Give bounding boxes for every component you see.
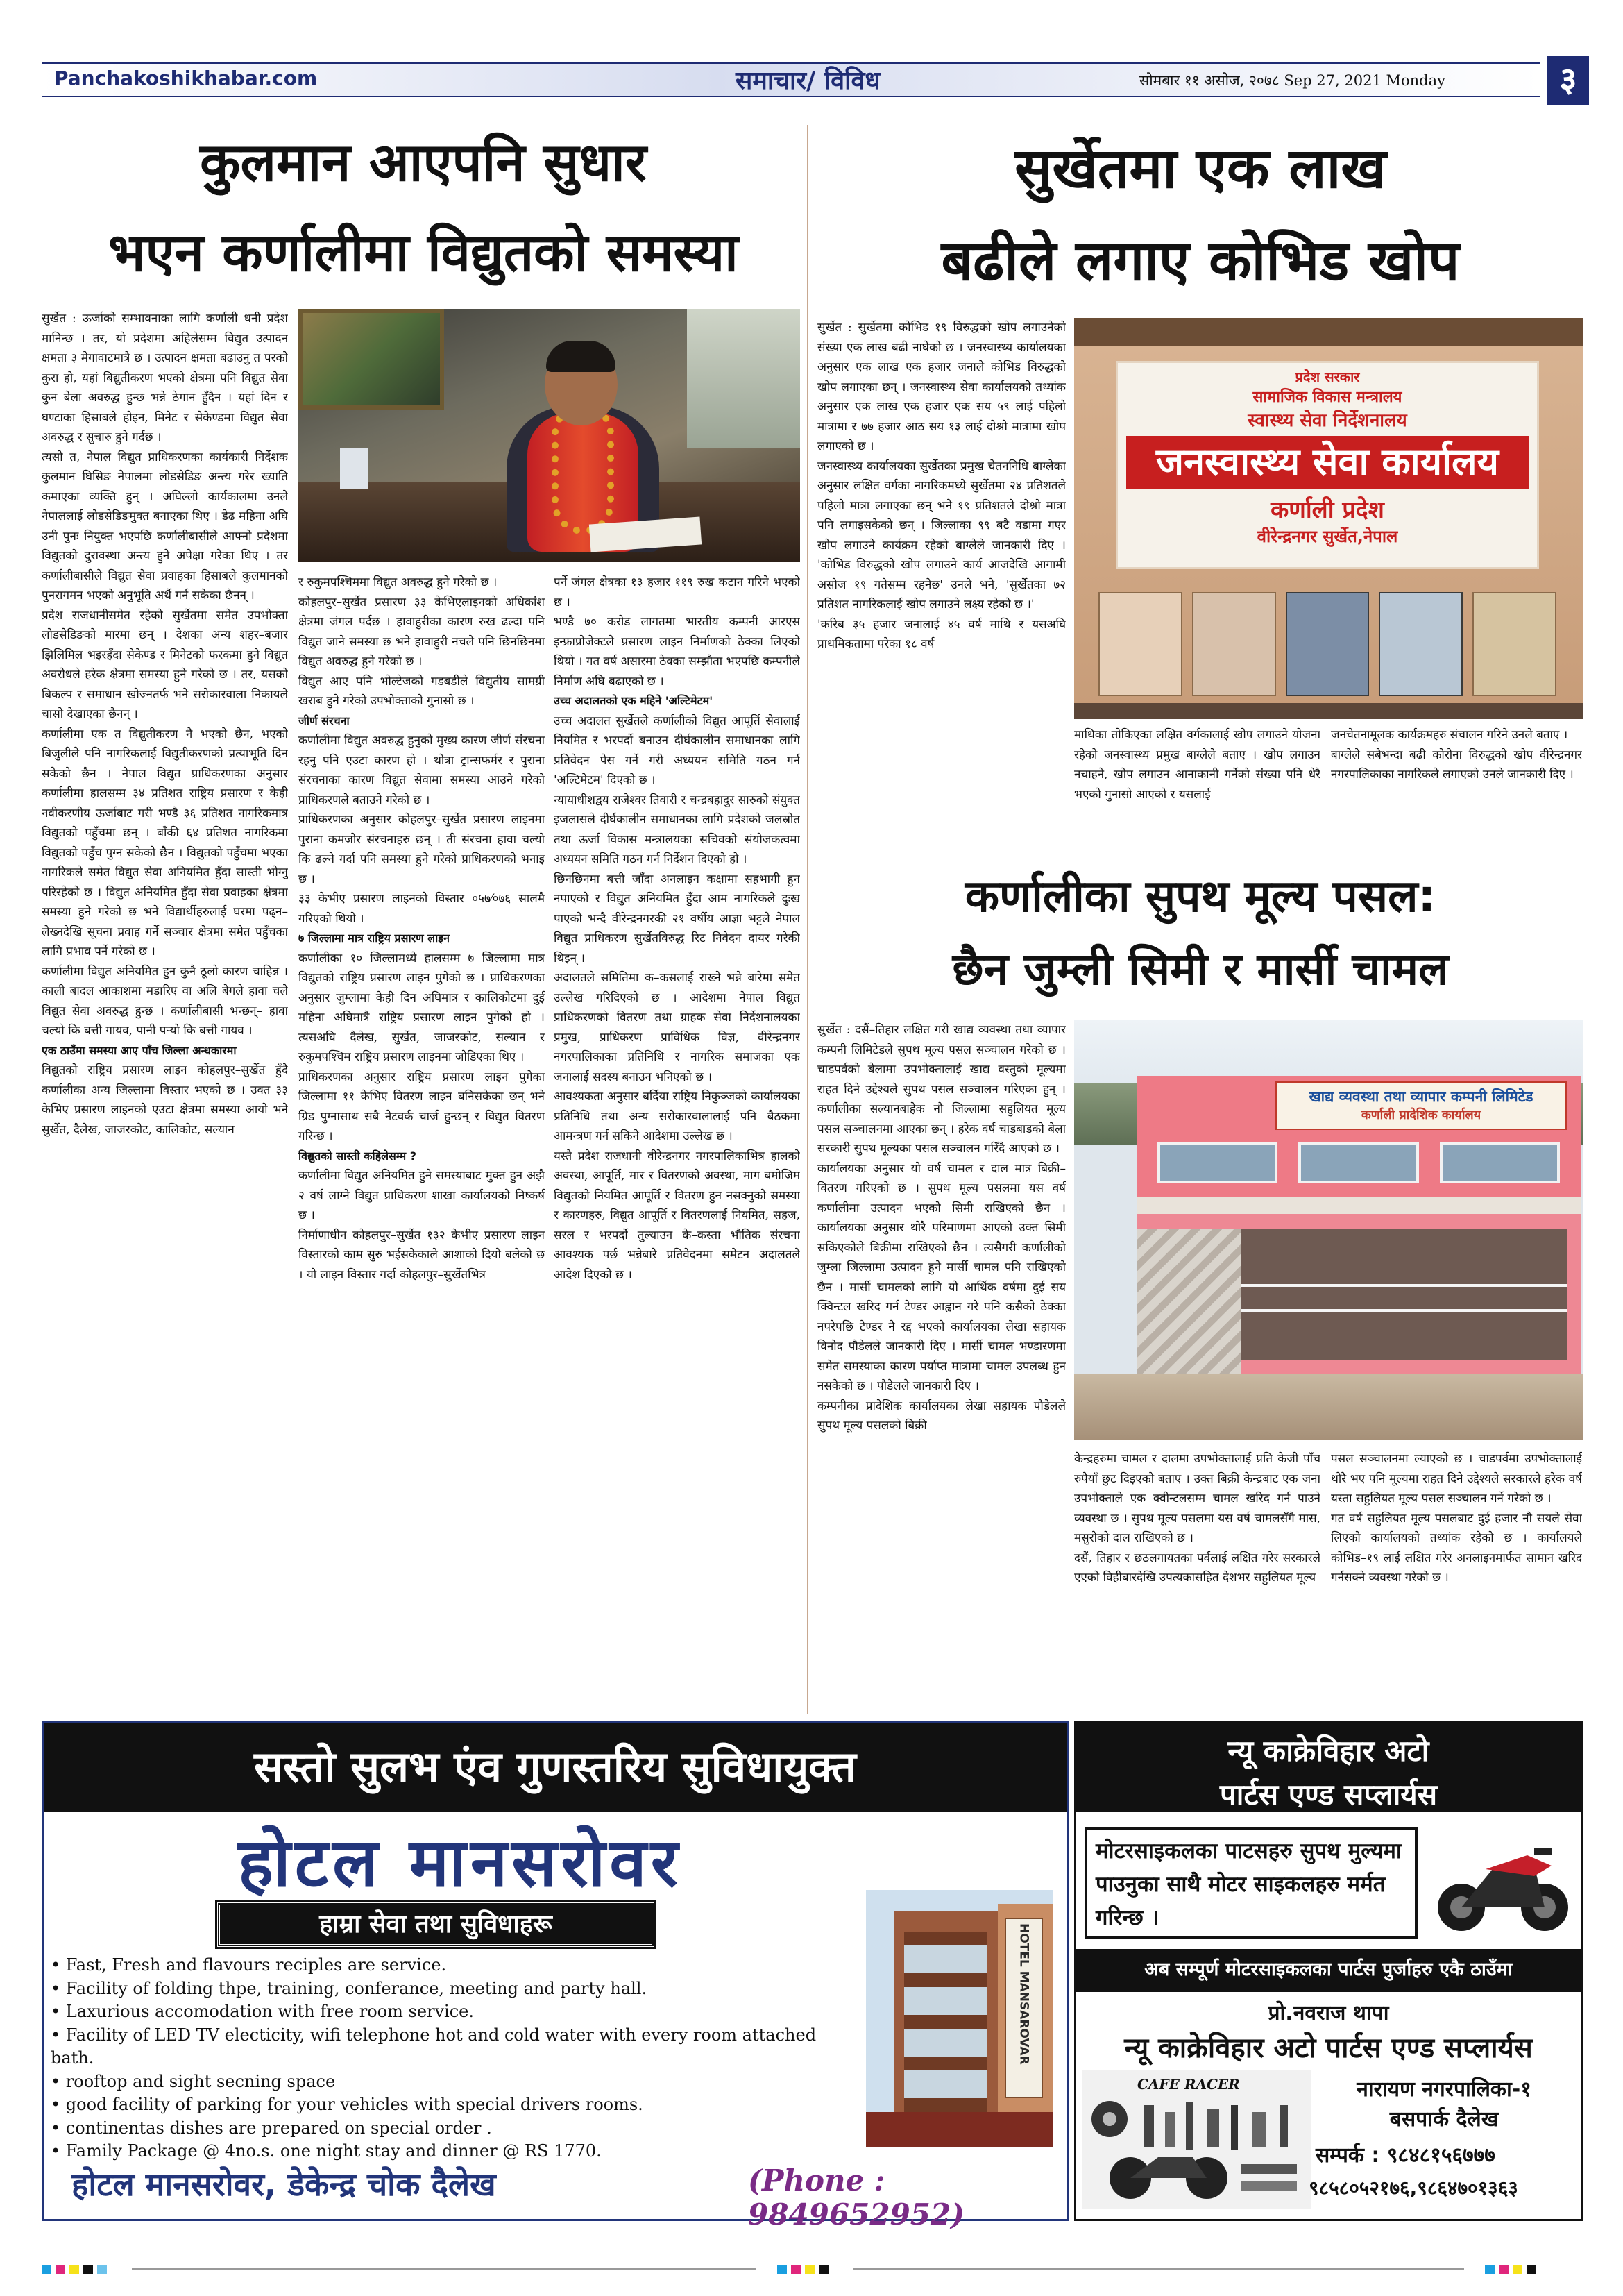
sign-line1: प्रदेश सरकार: [1295, 369, 1360, 385]
motorcycle-icon: [1430, 1827, 1576, 1939]
sign-line5: कर्णाली प्रदेश: [1271, 496, 1384, 524]
list-item: • Laxurious accomodation with free room service.: [51, 2002, 474, 2021]
hotel-shop-front: [866, 2112, 1053, 2147]
stairs: [1137, 1229, 1241, 1374]
article-1-title-line2: भएन कर्णालीमा विद्युतको समस्या: [108, 221, 738, 283]
article-2-col-3: जनचेतनामूलक कार्यक्रमहरु संचालन गरिने उनले बताए । बाग्लेले सबैभन्दा बढी कोरोना विरुद्धको खोप वीरेन्द्रनगर नगरपालिकाका नागरिकले लगाएको उनले जानकारी दिए ।: [1331, 728, 1582, 782]
article-3-col-2: केन्द्रहरुमा चामल र दालमा उपभोक्तालाई प्रति केजी पाँच रुपैयाँ छुट दिइएको बताए । उक्त बिक्री केन्द्रबाट एक जना उपभोक्ताले एक क्वीन्टलसम्म चामल खरिद गर्न पाउने व्यवस्था छ । सुपथ मूल्य पसलमा यस वर्ष चामलसँगै मास, मसुरोको दाल राखिएको छ । दसैं, तिहार र छठलगायतका पर्वलाई लक्षित गरेर सरकारले एएको विहीबारदेखि उपत्यकासहित देशभर सहुलियत मूल्य: [1074, 1452, 1320, 1585]
bottles: [340, 448, 368, 489]
roof: [1074, 318, 1583, 346]
base-strip: [1074, 703, 1583, 719]
hotel-ad: [42, 1721, 1069, 2231]
ground: [1074, 1374, 1583, 1440]
auto-title-line1: न्यू काक्रेविहार अटो: [1227, 1734, 1429, 1768]
auto-contact-2[interactable]: ९८५८०५२१७६,९८६४७०१३६३: [1309, 2177, 1518, 2200]
sign-line3: स्वास्थ्य सेवा निर्देशनालय: [1248, 410, 1407, 431]
list-item: • continentas dishes are prepared on special order .: [51, 2118, 492, 2138]
header-bar: [42, 56, 1577, 108]
auto-owner: प्रो.नवराज थापा: [1268, 2001, 1389, 2025]
hotel-sign-vertical: HOTEL MANSAROVAR: [1005, 1918, 1043, 2098]
registration-bar-right: [853, 2268, 1464, 2270]
building-sign-line1: खाद्य व्यवस्था तथा व्यापार कम्पनी लिमिटेड: [1309, 1088, 1533, 1105]
site-name[interactable]: Panchakoshikhabar.com: [54, 67, 318, 90]
article-3-col-3: पसल सञ्चालनमा ल्याएको छ । चाडपर्वमा उपभोक्तालाई थोरै भए पनि मूल्यमा राहत दिने उद्देश्यले सरकारले हरेक वर्ष यस्ता सहुलियत मूल्य पसल सञ्चालन गर्ने गरेको छ । गत वर्ष सहुलियत मूल्य पसलबाट दुई हजार नौ सयले सेवा लिएको कार्यालयको तथ्यांक रहेको छ । कार्यालयले कोभिड–१९ लाई लक्षित गरेर अनलाइनमार्फत सामान खरिद गर्नसक्ने व्यवस्था गरेको छ ।: [1331, 1452, 1582, 1585]
hotel-address: होटल मानसरोवर, डेकेन्द्र चोक दैलेख: [71, 2166, 496, 2203]
window: [687, 309, 800, 448]
person-hair: [546, 341, 615, 372]
supply-office-photo: [1074, 1020, 1583, 1440]
list-item: • good facility of parking for your vehicles with special drivers rooms.: [51, 2095, 643, 2114]
auto-shop: न्यू काक्रेविहार अटो पार्टस एण्ड सप्लार्यस: [1124, 2032, 1533, 2064]
article-1-col-1: सुर्खेत : ऊर्जाको सम्भावनाका लागि कर्णाली धनी प्रदेश मानिन्छ । तर, यो प्रदेशमा अहिलेसम्म विद्युत उत्पादन क्षमता ३ मेगावाटमात्रै छ । उत्पादन क्षमता बढाउनु त परको कुरा हो, यहां बिद्युतीकरण भएको क्षेत्रमा पनि विद्युत सेवा कुन बेला अवरुद्ध हुन्छ भन्ने ठेगान हुँदैन । यहां दिन र घण्टाका हिसाबले होइन, मिनेट र सेकेण्डमा विद्युत सेवा अवरुद्ध र सुचारु हुने गर्दछ । त्यसो त, नेपाल विद्युत प्राधिकरणका कार्यकारी निर्देशक कुलमान घिसिङ नेपालमा लोडसेडिङ अन्त्य गरेर ख्याति कमाएका व्यक्ति हुन् । अघिल्लो कार्यकालमा उनले नेपाललाई लोडसेडिङमुक्त बनाएका थिए । डेढ महिना अघि उनी पुनः नियुक्त भएपछि कर्णालीबासीले आफ्नो प्रदेशमा विद्युतको दुरावस्था अन्त्य हुने अपेक्षा गरेका थिए । तर कर्णालीबासीले विद्युत सेवा प्रवाहका हिसाबले कुलमानको पुनरागमन भएको अनुभूति अर्थै गर्न सकेका छैनन् । प्रदेश राजधानीसमेत रहेको सुर्खेतमा समेत उपभोक्ता लोडसेडिङको मारमा छन् । देशका अन्य शहर–बजार झिलिमिल भइरहँदा सेकेण्ड र मिनेटको फरकमा हुने विद्युत अवरोधले हरेक क्षेत्रमा समस्या हुने गरेको छ । तर, यसको बिकल्प र समाधान खोज्नतर्फ भने सरोकारवाला निकायले चासो देखाएका छैनन् । कर्णालीमा एक त विद्युतीकरण नै भएको छैन, भएको बिजुलीले पनि नागरिकलाई विद्युतीकरणको प्रत्याभूति दिन सकेको छैन । नेपाल विद्युत प्राधिकरणका अनुसार कर्णालीमा हालसम्म ३४ प्रतिशत राष्ट्रिय प्रसारण र केही नवीकरणीय ऊर्जाबाट गरी भण्डै ३६ प्रतिशत नागरिकमात्र विद्युतको पहुँचमा छन् । बाँकी ६४ प्रतिशत नागरिकमा विद्युतको पहुँच पुग्न सकेको छैन । विद्युतको पहुँचमा भएका नागरिकले समेत विद्युत सेवा अनियमित हुँदा सास्ती भोग्नु परिरहेको छ । विद्युत अनियमित हुँदा सेवा प्रवाहका क्षेत्रमा समस्या हुने गरेको छ भने विद्यार्थीहरुलाई घरमा पढ्न–लेख्नदेखि सूचना प्रवाह गर्ने सञ्चार क्षेत्रमा समेत पहुँचका लागि प्रभाव पर्ने गरेको छ । कर्णालीमा विद्युत अनियमित हुन कुनै ठूलो कारण चाहिन्न । काली बादल आकाशमा मडारिए वा अलि बेगले हावा चले विद्युत सेवा अवरुद्ध हुन्छ । कर्णालीबासी भन्छन्– हावा चल्यो कि बत्ती गायव, पानी पर्‍यो कि बत्ती गायव । एक ठाउँमा समस्या आए पाँच जिल्ला अन्धकारमा विद्युतको राष्ट्रिय प्रसारण लाइन कोहलपुर–सुर्खेत हुँदै कर्णालीका अन्य जिल्लामा विस्तार भएको छ । उक्त ३३ केभिए प्रसारण लाइनको एउटा क्षेत्रमा समस्या आयो भने सुर्खेत, दैलेख, जाजरकोट, कालिकोट, सल्यान: [42, 312, 288, 1137]
registration-marks-left: [42, 2264, 111, 2274]
issue-date: सोमबार ११ असोज, २०७८ Sep 27, 2021 Monday: [1139, 72, 1445, 89]
hotel-name: होटल मानसरोवर: [238, 1824, 682, 1902]
list-item: • Facility of LED TV electicity, wifi telephone hot and cold water with every room attached bath.: [51, 2025, 817, 2068]
article-1-col-2: र रुकुमपश्चिममा विद्युत अवरुद्ध हुने गरेको छ । कोहलपुर–सुर्खेत प्रसारण ३३ केभिएलाइनको अधिकांश क्षेत्रमा जंगल पर्दछ । हावाहुरीका कारण रुख ढल्दा पनि विद्युत जाने समस्या छ भने हावाहुरी नचले पनि छिनछिनमा विद्युत अवरुद्ध हुने गरेको छ । विद्युत आए पनि भोल्टेजको गडबडीले विद्युतीय सामग्री खराब हुने गरेको उपभोक्ताको गुनासो छ । जीर्ण संरचना कर्णालीमा विद्युत अवरुद्ध हुनुको मुख्य कारण जीर्ण संरचना रहनु पनि एउटा कारण हो । थोत्रा ट्रान्सफर्मर र पुराना संरचनाका कारण विद्युत सेवामा समस्या आउने गरेको प्राधिकरणले बताउने गरेको छ । प्राधिकरणका अनुसार कोहलपुर–सुर्खेत प्रसारण लाइनमा पुराना कमजोर संरचनाहरु छन् । ती संरचना हावा चल्यो कि ढल्ने गर्दा पनि समस्या हुने गरेको प्राधिकरणको भनाइ छ । ३३ केभीए प्रसारण लाइनको विस्तार ०५७⁄०७६ सालमै गरिएको थियो । ७ जिल्लामा मात्र राष्ट्रिय प्रसारण लाइन कर्णालीका १० जिल्लामध्ये हालसम्म ७ जिल्लामा मात्र विद्युतको राष्ट्रिय प्रसारण लाइन पुगेको छ । प्राधिकरणका अनुसार जुम्लामा केही दिन अघिमात्र र कालिकोटमा दुई महिना अघिमात्रै राष्ट्रिय प्रसारण लाइन पुगेको हो । त्यसअघि दैलेख, सुर्खेत, जाजरकोट, सल्यान र रुकुमपश्चिम राष्ट्रिय प्रसारण लाइनमा जोडिएका थिए । प्राधिकरणका अनुसार राष्ट्रिय प्रसारण लाइन पुगेका जिल्लामा ११ केभिए वितरण लाइन बनिसकेका छन् भने ग्रिड पुग्नासाथ सबै नेटवर्क चार्ज हुन्छन् र विद्युत वितरण गरिन्छ । विद्युतको सास्ती कहिलेसम्म ? कर्णालीमा विद्युत अनियमित हुने समस्याबाट मुक्त हुन अझै २ वर्ष लाग्ने विद्युत प्राधिकरण शाखा कार्यालयको निष्कर्ष छ । निर्माणाधीन कोहलपुर–सुर्खेत १३२ केभीए प्रसारण लाइन विस्तारको काम सुरु भईसकेकाले आशाको दियो बलेको छ । यो लाइन विस्तार गर्दा कोहलपुर–सुर्खेतभित्र: [298, 575, 545, 1282]
sign-board: [1116, 361, 1539, 569]
cafe-racer-label: CAFE RACER: [1137, 2076, 1240, 2093]
page-number: ३: [1559, 60, 1577, 99]
kulman-photo: [298, 309, 800, 562]
list-item: • rooftop and sight secning space: [51, 2071, 336, 2091]
list-item: • Fast, Fresh and flavours reciples are service.: [51, 1955, 447, 1975]
page-number-box: [1547, 56, 1589, 105]
article-3-col-1: सुर्खेत : दसैं–तिहार लक्षित गरी खाद्य व्यवस्था तथा व्यापार कम्पनी लिमिटेडले सुपथ मूल्य पसल सञ्चालन गरेको छ । चाडपर्वको बेलामा उपभोक्तालाई खाद्य वस्तुको मूल्यमा राहत दिने उद्देश्यले सुपथ पसल सञ्चालन गरिएका हुन् । कर्णालीका सल्यानबाहेक नौ जिल्लामा सहुलियत मूल्य पसल सञ्चालनमा आएका छन् । हरेक वर्ष चाडबाडको बेला सरकारी सुपथ मूल्यका पसल सञ्चालन गरिँदै आएको छ । कार्यालयका अनुसार यो वर्ष चामल र दाल मात्र बिक्री–वितरण गरिएको छ । सुपथ मूल्य पसलमा यस वर्ष कर्णालीमा उत्पादन भएको सिमी राखिएको छैन । कार्यालयका अनुसार थोरै परिमाणमा आएको उक्त सिमी सकिएकोले बिक्रीमा राखिएको छैन । त्यसैगरी कर्णालीको जुम्ला जिल्लामा उत्पादन हुने मार्सी चामल पनि राखिएको छैन । मार्सी चामलको लागि यो आर्थिक वर्षमा दुई सय क्विन्टल खरिद गर्न टेण्डर आह्वान गरे पनि कसैको ठेक्का नपरेपछि टेण्डर नै रद्द भएको कार्यालयका लेखा सहायक विनोद पौडेलले जानकारी दिए । मार्सी चामल भण्डारणमा समेत समस्याका कारण पर्याप्त मात्रामा चामल उपलब्ध हुन नसकेको छ । पौडेलले जानकारी दिए । कम्पनीका प्रादेशिक कार्यालयका लेखा सहायक पौडेलले सुपथ मूल्य पसलको बिक्री: [817, 1023, 1066, 1433]
building-sign-line2: कर्णाली प्रादेशिक कार्यालय: [1361, 1108, 1481, 1122]
health-office-photo: [1074, 318, 1583, 719]
parts-illustration: [1082, 2070, 1311, 2209]
window-row-1: [1157, 1142, 1560, 1183]
sign-line2: सामाजिक विकास मन्त्रालय: [1252, 389, 1402, 406]
section-title: समाचार/ विविध: [736, 67, 881, 95]
article-3-title-line1: कर्णालीका सुपथ मूल्य पसल:: [965, 871, 1436, 922]
list-item: • Facility of folding thpe, training, conferance, meeting and party hall.: [51, 1978, 647, 1998]
hotel-windows: [904, 1932, 987, 2112]
parts-icons: [1082, 2091, 1311, 2209]
painting: [298, 309, 444, 410]
article-2-title-line2: बढीले लगाए कोभिड खोप: [941, 228, 1460, 293]
article-2-title-line1: सुर्खेतमा एक लाख: [1014, 136, 1386, 201]
article-2-col-2: माथिका तोकिएका लक्षित वर्गकालाई खोप लगाउने योजना रहेको जनस्वास्थ्य प्रमुख बाग्लेले बताए । खोप लगाउन नचाहने, खोप लगाउन आनाकानी गर्नेको संख्या पनि धेरै भएको गुनासो आएको र यसलाई: [1074, 728, 1320, 802]
article-1-title-line1: कुलमान आएपनि सुधार: [200, 131, 647, 193]
auto-location-line1: नारायण नगरपालिका-१: [1357, 2077, 1531, 2102]
auto-location-line2: बसपार्क दैलेख: [1389, 2107, 1499, 2132]
sign-line4: जनस्वास्थ्य सेवा कार्यालय: [1126, 436, 1529, 489]
registration-marks-right: [1485, 2264, 1540, 2274]
hotel-tagline-bar: [44, 1723, 1067, 1812]
auto-service-box: मोटरसाइकलका पाटसहरु सुपथ मुल्यमा पाउनुका साथै मोटर साइकलहरु मर्मत गरिन्छ ।: [1085, 1827, 1418, 1939]
hotel-services-heading: हाम्रा सेवा तथा सुविधाहरू: [217, 1902, 654, 1947]
article-3-title-line2: छैन जुम्ली सिमी र मार्सी चामल: [952, 944, 1449, 995]
auto-banner: अब सम्पूर्ण मोटरसाइकलका पार्टस पुर्जाहरु एकै ठाउँमा: [1076, 1949, 1581, 1992]
building-sign: [1275, 1081, 1567, 1130]
balcony: [1137, 1197, 1581, 1214]
hotel-services-list: [51, 1954, 863, 2163]
hotel-phone[interactable]: (Phone : 9849652952): [748, 2163, 965, 2231]
railing: [1241, 1284, 1567, 1312]
hotel-tagline: सस्तो सुलभ एंव गुणस्तरिय सुविधायुक्त: [254, 1741, 856, 1792]
auto-contact[interactable]: [1316, 2140, 1579, 2168]
registration-marks-center: [777, 2264, 833, 2274]
article-1-col-3: पर्ने जंगल क्षेत्रका १३ हजार ११९ रुख कटान गरिने भएको छ । भण्डै ७० करोड लागतमा भारतीय कम्पनी आरएस इन्फ्राप्रोजेक्टले प्रसारण लाइन निर्माणको ठेक्का लिएको थियो । गत वर्ष असारमा ठेक्का सम्झौता भएपछि कम्पनीले निर्माण अघि बढाएको छ । उच्च अदालतको एक महिने 'अल्टिमेटम' उच्च अदालत सुर्खेतले कर्णालीको विद्युत आपूर्ति सेवालाई नियमित र भरपर्दो बनाउन दीर्घकालीन समाधानका लागि प्रतिवेदन पेस गर्ने गरी अध्ययन समिति गठन गर्न 'अल्टिमेटम' दिएको छ । न्यायाधीशद्वय राजेश्वर तिवारी र चन्द्रबहादुर सारुको संयुक्त इजलासले दीर्घकालीन समाधानका लागि प्रदेशको जलस्रोत तथा ऊर्जा विकास मन्त्रालयका सचिवको संयोजकत्वमा अध्ययन समिति गठन गर्न निर्देशन दिएको हो । छिनछिनमा बत्ती जाँदा अनलाइन कक्षामा सहभागी हुन नपाएको र विद्युत अनियमित हुँदा आम नागरिकले दुःख पाएको भन्दै वीरेन्द्रनगरकी २१ वर्षीय आज्ञा भट्टले नेपाल विद्युत प्राधिकरण सुर्खेतविरुद्ध रिट निवेदन दायर गरेकी थिइन् । अदालतले समितिमा क–कसलाई राख्ने भन्ने बारेमा समेत उल्लेख गरिदिएको छ । आदेशमा नेपाल विद्युत प्राधिकरणको वितरण तथा ग्राहक सेवा निर्देशनालयका प्रमुख, प्राधिकरण प्राविधिक विज्ञ, वीरेन्द्रनगर नगरपालिकाका प्रतिनिधि र नागरिक समाजका एक जनालाई सदस्य बनाउन भनिएको छ । आवश्यकता अनुसार बर्दिया राष्ट्रिय निकुञ्जको कार्यालयका प्रतिनिधि तथा अन्य सरोकारवालालाई पनि बैठकमा आमन्त्रण गर्न सकिने आदेशमा उल्लेख छ । यस्तै प्रदेश राजधानी वीरेन्द्रनगर नगरपालिकाभित्र हालको अवस्था, आपूर्ति, मार र वितरणको अवस्था, माग बमोजिम विद्युतको नियमित आपूर्ति र वितरण हुन नसक्नुको समस्या र कारणहरु, विद्युत आपूर्ति र वितरणलाई नियमित, सहज, सरल र भरपर्दो तुल्याउन के–कस्ता भौतिक संरचना आवश्यक पर्छ भन्नेबारे प्रतिवेदनमा समेटन अदालतले आदेश दिएको छ ।: [554, 575, 800, 1282]
posters: [1098, 592, 1556, 696]
article-2-col-1: सुर्खेत : सुर्खेतमा कोभिड १९ विरुद्धको खोप लगाउनेको संख्या एक लाख बढी नाघेको छ । जनस्वास्थ्य कार्यालयका अनुसार एक लाख एक हजार जनाले कोभिड विरुद्धको खोप लगाएका छन् । जनस्वास्थ्य सेवा कार्यालयको तथ्यांक अनुसार एक लाख एक हजार एक सय ५९ लाई पहिलो मात्रामा र ७७ हजार आठ सय १३ लाई दोश्रो मात्रामा खोप लगाएको छ । जनस्वास्थ्य कार्यालयका सुर्खेतका प्रमुख चेतननिधि बाग्लेका अनुसार लक्षित वर्गका नागरिकमध्ये सुर्खेतमा २४ प्रतिशतले पहिलो मात्रा लगाएका छन् भने १९ प्रतिशतले दोश्रो मात्रा पनि लगाइसकेको छन् । जिल्लाका ९९ बटै वडामा गएर खोप लगाउने कार्यक्रम रहेको बाग्लेले जानकारी दिए । 'कोभिड विरुद्धको खोप लगाउने कार्य आजदेखि आगामी असोज १९ गतेसम्म रहनेछ' उनले भने, 'सुर्खेतका ७२ प्रतिशत नागरिकलाई खोप लगाउने लक्ष्य रहेको छ ।' 'करिब ३५ हजार जनालाई ४५ वर्ष माथि र यसअघि प्राथमिकतामा परेका १८ वर्ष: [817, 321, 1066, 651]
registration-bar-left: [132, 2268, 756, 2270]
auto-title-bar: [1076, 1723, 1581, 1812]
auto-title-line2: पार्टस एण्ड सप्लार्यस: [1219, 1778, 1438, 1812]
hotel-photo: [866, 1890, 1053, 2147]
auto-parts-ad: [1074, 1721, 1583, 2221]
contact-number-1[interactable]: ९८४८१५६७७७: [1386, 2143, 1495, 2168]
column-divider: [807, 125, 808, 1714]
sign-line6: वीरेन्द्रनगर सुर्खेत,नेपाल: [1257, 527, 1398, 546]
contact-label: सम्पर्क :: [1316, 2143, 1380, 2168]
list-item: • Family Package @ 4no.s. one night stay and dinner @ RS 1770.: [51, 2141, 602, 2161]
